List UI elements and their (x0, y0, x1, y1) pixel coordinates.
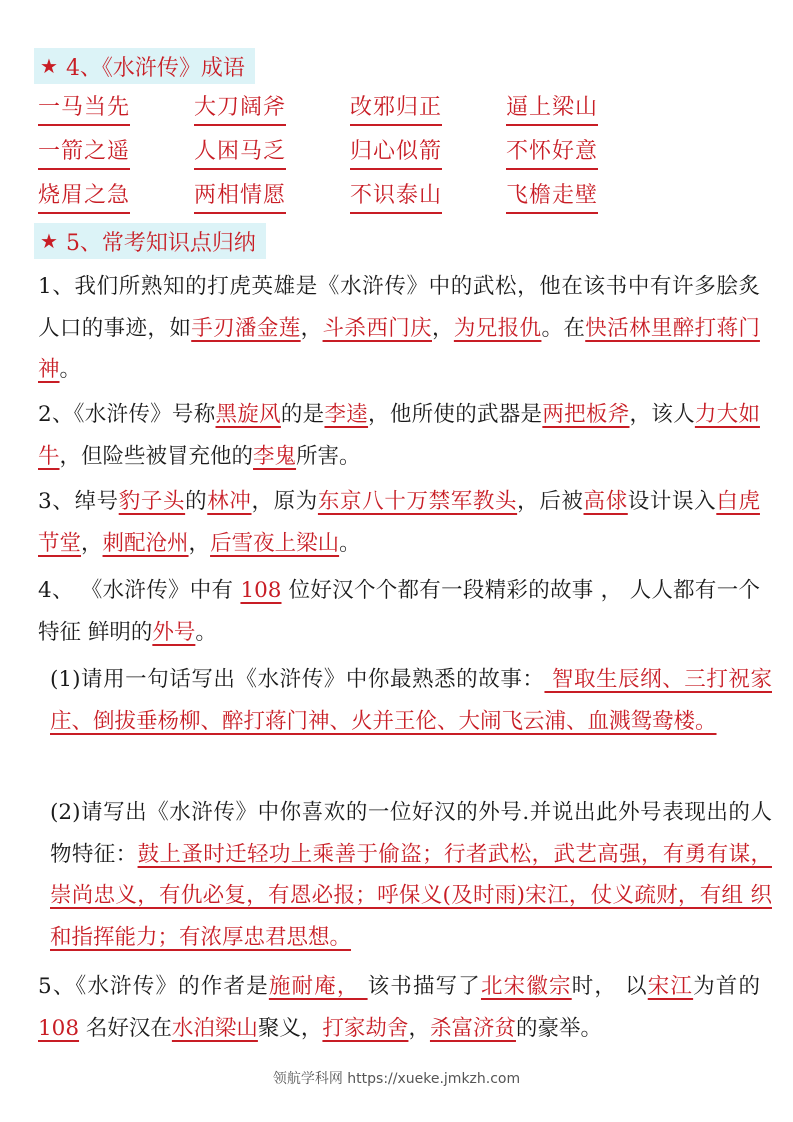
text: 聚义， (257, 1015, 323, 1041)
star-icon: ★ (40, 229, 58, 253)
idiom: 大刀阔斧 (194, 92, 286, 126)
text: 4、 《水浒传》中有 (38, 578, 241, 603)
answer: 快活林里醉打蒋门神 (38, 315, 760, 382)
section-5-heading (34, 223, 266, 259)
text: 为首的 (693, 974, 760, 999)
question-1 (38, 659, 772, 742)
text: ， (300, 315, 323, 341)
answer: 北宋徽宗 (480, 974, 572, 999)
answer: 白虎节堂 (38, 489, 760, 556)
answer: 刺配沧州 (102, 530, 189, 556)
text: 5、《水浒传》的作者是 (38, 974, 269, 999)
answer: 两把板斧 (542, 402, 630, 427)
answer: 后雪夜上梁山 (210, 530, 340, 556)
paragraph-2 (38, 394, 760, 477)
idiom: 归心似箭 (350, 136, 442, 170)
idiom: 不识泰山 (350, 180, 442, 214)
idiom: 飞檐走壁 (506, 180, 598, 214)
section-4-title: 4、《水浒传》成语 (65, 55, 245, 81)
answer: 108 (38, 1015, 80, 1041)
text: ， (431, 315, 454, 341)
text: ， (188, 530, 211, 556)
text: 。 (195, 619, 217, 645)
answer: 手刃潘金莲 (191, 315, 301, 341)
star-icon: ★ (40, 54, 58, 78)
idiom: 逼上梁山 (506, 92, 598, 126)
text: 设计误入 (627, 489, 717, 514)
answer: 杀富济贫 (429, 1015, 516, 1041)
idiom: 改邪归正 (350, 92, 442, 126)
answer: 豹子头 (118, 489, 186, 514)
idiom: 烧眉之急 (38, 180, 130, 214)
text: 。 (59, 357, 82, 382)
text: ， (408, 1015, 430, 1041)
text: 时， 以 (571, 974, 648, 999)
answer: 力大如牛 (38, 402, 760, 469)
idiom: 一马当先 (38, 92, 130, 126)
question-2 (38, 792, 772, 958)
idiom: 一箭之遥 (38, 136, 130, 170)
text: ，他所使的武器是 (368, 402, 543, 427)
text: 所害。 (296, 443, 361, 469)
text: 3、绰号 (38, 489, 119, 514)
text: 该书描写了 (367, 974, 481, 999)
text: ，原为 (251, 489, 318, 514)
text: 2、《水浒传》号称 (38, 402, 216, 427)
answer: 水泊梁山 (171, 1015, 258, 1041)
idiom-row (38, 92, 758, 132)
answer: 施耐庵， (268, 974, 368, 999)
answer: 外号 (152, 619, 196, 645)
paragraph-4 (38, 570, 760, 653)
answer: 李逵 (324, 402, 369, 427)
answer: 黑旋风 (215, 402, 281, 427)
idiom-row (38, 136, 758, 176)
answer: 108 (240, 578, 282, 603)
section-5-title: 5、常考知识点归纳 (65, 230, 256, 256)
answer: 智取生辰纲、三打祝家庄、倒拔垂杨柳、醉打蒋门神、火并王伦、大闹飞云浦、血溅鸳鸯楼。 (50, 667, 772, 734)
answer: 高俅 (583, 489, 628, 514)
answer: 李鬼 (253, 443, 297, 469)
answer: 鼓上蚤时迁轻功上乘善于偷盗；行者武松，武艺高强，有勇有谋， 崇尚忠义，有仇必复，有恩必报；呼保义(及时雨)宋江，仗义疏财，有组 织和指挥能力；有浓厚忠君思想。 (50, 841, 772, 950)
paragraph-5 (38, 966, 760, 1049)
text: ，该人 (629, 402, 695, 427)
question-text: (1)请用一句话写出《水浒传》中你最熟悉的故事： (50, 667, 545, 692)
text: 名好汉在 (79, 1015, 172, 1041)
answer: 东京八十万禁军教头 (317, 489, 518, 514)
text: 。 (339, 530, 361, 556)
idiom-row (38, 180, 758, 220)
answer: 宋江 (647, 974, 694, 999)
text: ， (81, 530, 103, 556)
text: 。在 (541, 315, 586, 341)
text: 的 (185, 489, 208, 514)
question-text: (2)请写出《水浒传》中你喜欢的一位好汉的外号.并说出此外号表现出的人物特征： (50, 800, 772, 867)
text: 的是 (280, 402, 325, 427)
section-4-heading (34, 48, 255, 84)
paragraph-1 (38, 266, 760, 391)
idiom: 两相情愿 (194, 180, 286, 214)
idiom: 不怀好意 (506, 136, 598, 170)
text: 的豪举。 (515, 1015, 602, 1041)
idiom: 人困马乏 (194, 136, 286, 170)
answer: 为兄报仇 (453, 315, 542, 341)
answer: 林冲 (207, 489, 252, 514)
answer: 斗杀西门庆 (322, 315, 432, 341)
footer-watermark: 领航学科网 https://xueke.jmkzh.com (272, 1071, 521, 1087)
text: 1、我们所熟知的打虎英雄是《水浒传》中的武松，他在该书中有许多脍炙人口的事迹，如 (38, 274, 760, 341)
paragraph-3 (38, 481, 760, 564)
answer: 打家劫舍 (322, 1015, 409, 1041)
text: 位好汉个个都有一段精彩的故事 ， 人人都有一个特征 鲜明的 (38, 578, 760, 645)
text: ，后被 (517, 489, 584, 514)
text: ，但险些被冒充他的 (59, 443, 254, 469)
